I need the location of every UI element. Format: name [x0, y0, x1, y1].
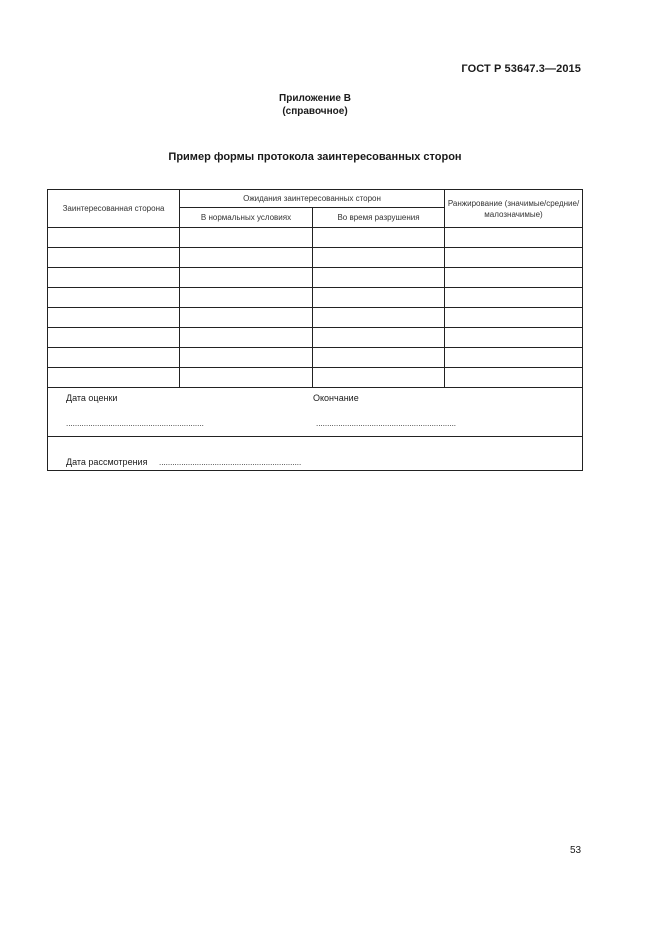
table-cell	[180, 328, 313, 348]
table-row	[48, 348, 583, 368]
table-cell	[48, 328, 180, 348]
table-cell	[48, 368, 180, 388]
table-cell	[180, 268, 313, 288]
table-cell	[445, 348, 583, 368]
table-cell	[180, 368, 313, 388]
table-row	[48, 308, 583, 328]
table-cell	[48, 308, 180, 328]
table-cell	[445, 328, 583, 348]
header-expectations: Ожидания заинтересованных сторон	[180, 190, 445, 208]
table-cell	[180, 228, 313, 248]
table-cell	[313, 348, 445, 368]
table-cell	[180, 348, 313, 368]
form-title: Пример формы протокола заинтересованных сторон	[168, 151, 462, 163]
standard-number: ГОСТ Р 53647.3—2015	[461, 63, 581, 75]
table-cell	[445, 268, 583, 288]
table-cell	[445, 288, 583, 308]
table-cell	[48, 288, 180, 308]
table-row	[48, 228, 583, 248]
table-cell	[48, 348, 180, 368]
table-cell	[180, 308, 313, 328]
footer-review	[48, 437, 583, 471]
table-cell	[48, 248, 180, 268]
table-cell	[48, 268, 180, 288]
table-cell	[48, 228, 180, 248]
table-cell	[313, 248, 445, 268]
assessment-date-label: Дата оценки	[66, 393, 118, 403]
table-cell	[180, 288, 313, 308]
header-party: Заинтересованная сторона	[48, 190, 180, 228]
table-cell	[445, 248, 583, 268]
table-row	[48, 268, 583, 288]
table-cell	[313, 288, 445, 308]
table-row	[48, 288, 583, 308]
table-cell	[445, 368, 583, 388]
review-date-line: ................................................................	[159, 458, 302, 467]
assessment-date-line: ..............................................................	[66, 419, 204, 428]
page-number: 53	[570, 845, 582, 856]
table-cell	[445, 308, 583, 328]
table-cell	[445, 228, 583, 248]
table-cell	[313, 328, 445, 348]
review-date-label: Дата рассмотрения	[66, 457, 148, 467]
table-row	[48, 368, 583, 388]
table-cell	[313, 268, 445, 288]
protocol-table	[47, 189, 583, 471]
table-cell	[180, 248, 313, 268]
footer-dates	[48, 388, 583, 437]
table-row	[48, 328, 583, 348]
annex-note: (справочное)	[282, 106, 348, 117]
completion-line: ...............................................................	[316, 419, 457, 428]
table-cell	[313, 368, 445, 388]
annex-heading	[0, 92, 630, 118]
table-cell	[313, 308, 445, 328]
annex-title: Приложение В	[279, 93, 351, 104]
header-ranking: Ранжирование (значимые/средние/ малозначимые)	[445, 190, 583, 228]
header-normal: В нормальных условиях	[180, 208, 313, 228]
table-cell	[313, 228, 445, 248]
completion-label: Окончание	[313, 393, 359, 403]
table-row	[48, 248, 583, 268]
header-disruption: Во время разрушения	[313, 208, 445, 228]
